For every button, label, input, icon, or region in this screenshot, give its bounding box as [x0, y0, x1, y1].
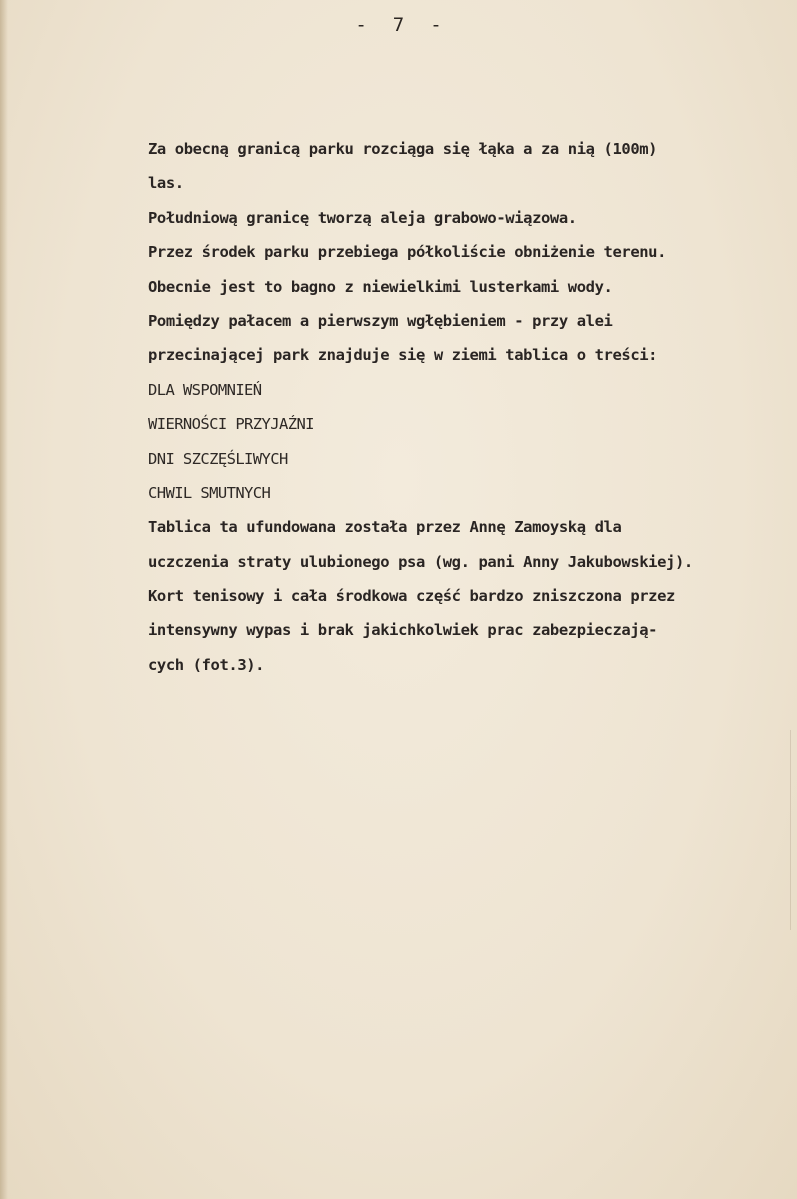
text-line: uczczenia straty ulubionego psa (wg. pani Anny Jakubowskiej).: [148, 552, 693, 571]
text-line: Za obecną granicą parku rozciąga się łąka a za nią (100m): [148, 140, 658, 158]
body-text: [148, 132, 788, 682]
text-line: las.: [148, 174, 184, 193]
text-line: Tablica ta ufundowana została przez Annę Zamoyską dla: [148, 518, 622, 537]
inscription-line: DLA WSPOMNIEŃ: [148, 380, 262, 399]
text-line: intensywny wypas i brak jakichkolwiek prac zabezpieczają-: [148, 621, 658, 640]
text-line: Przez środek parku przebiega półkoliście obniżenie terenu.: [148, 243, 667, 262]
text-line: Południową granicę tworzą aleja grabowo-wiązowa.: [148, 208, 577, 227]
page-edge-shadow: [0, 0, 8, 1199]
page-number-value: 7: [392, 14, 405, 36]
inscription-line: CHWIL SMUTNYCH: [148, 483, 271, 502]
text-line: Pomiędzy pałacem a pierwszym wgłębieniem - przy alei: [148, 311, 613, 330]
text-line: Kort tenisowy i cała środkowa część bardzo zniszczona przez: [148, 587, 675, 606]
page-number-dash-right: -: [430, 14, 442, 36]
inscription-line: DNI SZCZĘŚLIWYCH: [148, 449, 288, 468]
page-number-dash-left: -: [355, 14, 367, 36]
text-line: cych (fot.3).: [148, 655, 265, 674]
paper-crease: [770, 730, 791, 930]
inscription-line: WIERNOŚCI PRZYJAŹNI: [148, 415, 314, 434]
text-line: przecinającej park znajduje się w ziemi tablica o treści:: [148, 346, 658, 365]
text-line: Obecnie jest to bagno z niewielkimi lusterkami wody.: [148, 277, 613, 296]
page-number: [0, 14, 797, 36]
